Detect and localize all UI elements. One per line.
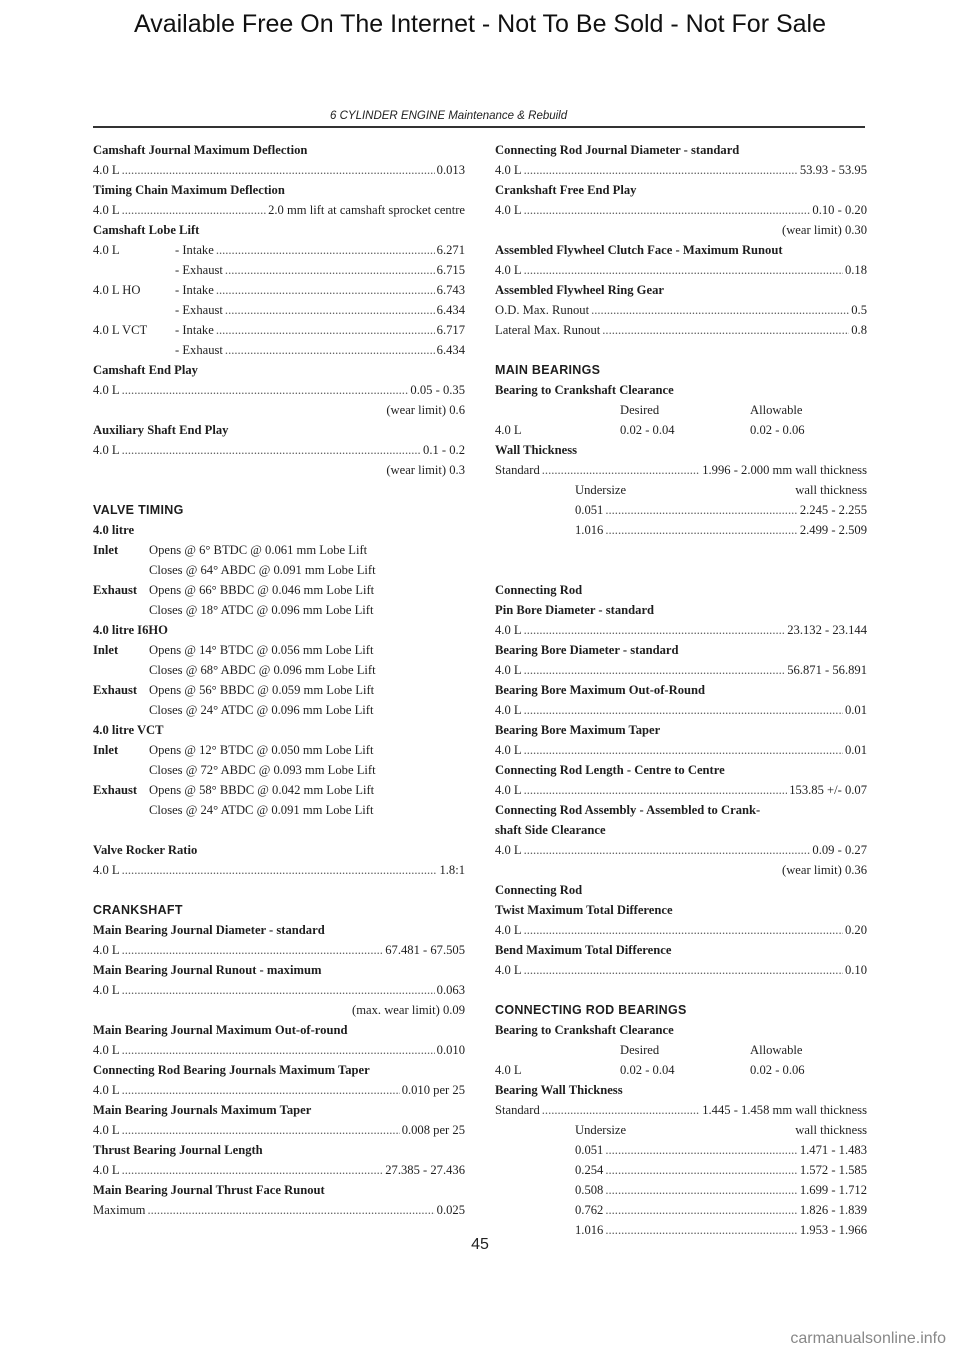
lobe-row (93, 340, 465, 360)
timing-value: Opens @ 56° BBDC @ 0.059 mm Lobe Lift (149, 683, 375, 697)
timing-value: Closes @ 18° ATDC @ 0.096 mm Lobe Lift (149, 603, 374, 617)
spec-label: 4.0 L (93, 1083, 120, 1097)
undersize-row (495, 500, 867, 520)
wall-thickness-label: wall thickness (795, 1123, 867, 1137)
spec-value: 27.385 - 27.436 (385, 1163, 465, 1177)
timing-row (93, 660, 465, 680)
spec-value: 153.85 +/- 0.07 (789, 783, 867, 797)
spec-label: 4.0 L (495, 703, 522, 717)
spec-row (495, 200, 867, 220)
spec-row (93, 200, 465, 220)
spec-value: 1.699 - 1.712 (799, 1183, 867, 1197)
spec-row (495, 960, 867, 980)
col-allowable: Allowable (750, 403, 803, 417)
timing-label: Inlet (93, 543, 119, 557)
spec-value: 1.572 - 1.585 (799, 1163, 867, 1177)
spec-row (495, 160, 867, 180)
timing-label: Inlet (93, 643, 119, 657)
engine-group-title: 4.0 litre (93, 523, 135, 537)
undersize-size: 0.254 (575, 1163, 604, 1177)
spec-label: Standard (495, 1103, 540, 1117)
spec-row (495, 1100, 867, 1120)
spec-value: 0.01 (844, 743, 867, 757)
spec-value: 56.871 - 56.891 (787, 663, 867, 677)
spec-label: 4.0 L (93, 383, 120, 397)
spec-label: O.D. Max. Runout (495, 303, 590, 317)
section-title: Camshaft End Play (93, 363, 198, 377)
desired-value: 0.02 - 0.04 (620, 1063, 675, 1077)
undersize-row (495, 520, 867, 540)
spec-value: 0.008 per 25 (401, 1123, 465, 1137)
timing-value: Opens @ 6° BTDC @ 0.061 mm Lobe Lift (149, 543, 368, 557)
undersize-size: 0.508 (575, 1183, 604, 1197)
spec-label: 4.0 L (495, 203, 522, 217)
clearance-header (495, 400, 867, 420)
spec-label: 4.0 L (495, 623, 522, 637)
header-rule (93, 126, 865, 128)
timing-row (93, 640, 465, 660)
spec-value: 0.05 - 0.35 (410, 383, 465, 397)
undersize-row (495, 1140, 867, 1160)
spec-value: 1.953 - 1.966 (799, 1223, 867, 1237)
spec-label: 4.0 L (495, 743, 522, 757)
spec-value: 2.0 mm lift at camshaft sprocket centre (268, 203, 465, 217)
timing-label: Inlet (93, 743, 119, 757)
spec-label: 4.0 L (495, 843, 522, 857)
spec-label: 4.0 L (93, 1123, 120, 1137)
timing-row (93, 700, 465, 720)
spec-row (495, 320, 867, 340)
section-title: Connecting Rod Assembly - Assembled to Crank- (495, 803, 761, 817)
section-title: Main Bearing Journal Thrust Face Runout (93, 1183, 325, 1197)
spec-value: 0.09 - 0.27 (812, 843, 867, 857)
spec-value: 2.245 - 2.255 (799, 503, 867, 517)
spec-value: 53.93 - 53.95 (799, 163, 867, 177)
spec-row (93, 860, 465, 880)
spec-value: 6.743 (436, 283, 465, 297)
timing-row (93, 760, 465, 780)
engine-label: 4.0 L VCT (93, 323, 148, 337)
spec-value: 0.013 (436, 163, 465, 177)
spec-label: 4.0 L (93, 1043, 120, 1057)
spec-value: 0.1 - 0.2 (423, 443, 465, 457)
timing-value: Opens @ 66° BBDC @ 0.046 mm Lobe Lift (149, 583, 375, 597)
undersize-size: 0.051 (575, 1143, 604, 1157)
wear-limit-note: (wear limit) 0.3 (386, 463, 465, 477)
section-title: Camshaft Lobe Lift (93, 223, 200, 237)
spec-row (93, 1120, 465, 1140)
engine-label: 4.0 L HO (93, 283, 141, 297)
spec-row (93, 1040, 465, 1060)
timing-row (93, 680, 465, 700)
wear-limit-note: (wear limit) 0.30 (782, 223, 867, 237)
undersize-header (495, 1120, 867, 1140)
spec-row (93, 440, 465, 460)
undersize-row (495, 1160, 867, 1180)
timing-label: Exhaust (93, 583, 138, 597)
spec-label: 4.0 L (495, 263, 522, 277)
section-title: Main Bearing Journal Maximum Out-of-round (93, 1023, 348, 1037)
spec-value: 1.471 - 1.483 (799, 1143, 867, 1157)
section-title: Connecting Rod Bearing Journals Maximum Taper (93, 1063, 370, 1077)
spec-value: 0.025 (436, 1203, 465, 1217)
section-heading: VALVE TIMING (93, 503, 184, 517)
spec-value: 0.18 (844, 263, 867, 277)
spec-row (93, 1200, 465, 1220)
section-title: Main Bearing Journal Diameter - standard (93, 923, 325, 937)
spec-row (495, 700, 867, 720)
spec-row (93, 940, 465, 960)
spec-label: 4.0 L (93, 1163, 120, 1177)
timing-label: Exhaust (93, 683, 138, 697)
undersize-row (495, 1200, 867, 1220)
section-title: Bearing Bore Maximum Out-of-Round (495, 683, 706, 697)
lobe-row (93, 260, 465, 280)
spec-label: 4.0 L (495, 923, 522, 937)
section-title: Thrust Bearing Journal Length (93, 1143, 263, 1157)
watermark-banner: Available Free On The Internet - Not To Be Sold - Not For Sale (133, 10, 827, 38)
section-title: Auxiliary Shaft End Play (93, 423, 229, 437)
spec-value: 0.10 - 0.20 (812, 203, 867, 217)
undersize-size: 1.016 (575, 1223, 604, 1237)
running-header: 6 CYLINDER ENGINE Maintenance & Rebuild (330, 110, 568, 122)
spec-label: 4.0 L (495, 423, 522, 437)
spec-row (93, 980, 465, 1000)
page-number: 45 (471, 1236, 489, 1253)
clearance-row (495, 420, 867, 440)
section-title: Bearing to Crankshaft Clearance (495, 1023, 674, 1037)
spec-value: 67.481 - 67.505 (385, 943, 465, 957)
spec-row (93, 160, 465, 180)
spec-label: 4.0 L (93, 163, 120, 177)
undersize-label: Undersize (575, 1123, 627, 1137)
spec-value: 0.01 (844, 703, 867, 717)
timing-row (93, 600, 465, 620)
spec-value: 6.715 (436, 263, 465, 277)
allowable-value: 0.02 - 0.06 (750, 1063, 805, 1077)
desired-value: 0.02 - 0.04 (620, 423, 675, 437)
section-title: Bearing Bore Maximum Taper (495, 723, 661, 737)
left-column (93, 140, 465, 1220)
timing-row (93, 740, 465, 760)
timing-row (93, 560, 465, 580)
lobe-type: - Exhaust (175, 343, 223, 357)
spec-value: 0.10 (844, 963, 867, 977)
spec-label: 4.0 L (495, 1063, 522, 1077)
spec-value: 1.8:1 (439, 863, 465, 877)
spec-label: Maximum (93, 1203, 146, 1217)
col-desired: Desired (620, 1043, 660, 1057)
lobe-type: - Exhaust (175, 263, 223, 277)
spec-label: 4.0 L (495, 663, 522, 677)
section-title: Main Bearing Journals Maximum Taper (93, 1103, 312, 1117)
spec-row (495, 660, 867, 680)
allowable-value: 0.02 - 0.06 (750, 423, 805, 437)
timing-value: Closes @ 68° ABDC @ 0.096 mm Lobe Lift (149, 663, 376, 677)
section-title: Bearing Wall Thickness (495, 1083, 623, 1097)
spec-label: 4.0 L (93, 863, 120, 877)
clearance-row (495, 1060, 867, 1080)
spec-label: Lateral Max. Runout (495, 323, 601, 337)
section-title: Twist Maximum Total Difference (495, 903, 673, 917)
lobe-row (93, 280, 465, 300)
col-allowable: Allowable (750, 1043, 803, 1057)
undersize-label: Undersize (575, 483, 627, 497)
spec-row (93, 1160, 465, 1180)
timing-value: Closes @ 64° ABDC @ 0.091 mm Lobe Lift (149, 563, 376, 577)
engine-group-title: 4.0 litre VCT (93, 723, 164, 737)
timing-value: Closes @ 24° ATDC @ 0.096 mm Lobe Lift (149, 703, 374, 717)
section-heading: MAIN BEARINGS (495, 363, 601, 377)
section-title: Connecting Rod (495, 883, 583, 897)
undersize-row (495, 1180, 867, 1200)
spec-value: 0.20 (844, 923, 867, 937)
spec-row (495, 620, 867, 640)
section-title: Pin Bore Diameter - standard (495, 603, 655, 617)
footer-watermark: carmanualsonline.info (790, 1330, 946, 1347)
section-title: Bend Maximum Total Difference (495, 943, 672, 957)
spec-value: 0.8 (851, 323, 867, 337)
spec-label: 4.0 L (93, 943, 120, 957)
timing-row (93, 580, 465, 600)
section-title: Bearing Bore Diameter - standard (495, 643, 679, 657)
wear-limit-note: (wear limit) 0.36 (782, 863, 867, 877)
spec-value: 6.434 (436, 303, 465, 317)
section-title: Main Bearing Journal Runout - maximum (93, 963, 322, 977)
timing-label: Exhaust (93, 783, 138, 797)
timing-value: Closes @ 24° ATDC @ 0.091 mm Lobe Lift (149, 803, 374, 817)
undersize-size: 0.051 (575, 503, 604, 517)
section-title: shaft Side Clearance (495, 823, 606, 837)
wear-limit-note: (wear limit) 0.6 (386, 403, 465, 417)
section-title: Connecting Rod (495, 583, 583, 597)
spec-value: 6.271 (436, 243, 465, 257)
spec-row (495, 920, 867, 940)
section-heading: CRANKSHAFT (93, 903, 183, 917)
lobe-type: - Intake (175, 243, 214, 257)
clearance-header (495, 1040, 867, 1060)
lobe-row (93, 320, 465, 340)
spec-row (93, 380, 465, 400)
spec-row (495, 460, 867, 480)
section-title: Assembled Flywheel Ring Gear (495, 283, 664, 297)
timing-value: Opens @ 58° BBDC @ 0.042 mm Lobe Lift (149, 783, 375, 797)
spec-row (495, 740, 867, 760)
spec-value: 0.010 per 25 (401, 1083, 465, 1097)
spec-row (93, 1080, 465, 1100)
spec-row (495, 300, 867, 320)
spec-value: 1.996 - 2.000 mm wall thickness (702, 463, 867, 477)
spec-label: 4.0 L (495, 963, 522, 977)
undersize-size: 0.762 (575, 1203, 604, 1217)
section-title: Connecting Rod Length - Centre to Centre (495, 763, 725, 777)
section-title: Bearing to Crankshaft Clearance (495, 383, 674, 397)
spec-label: 4.0 L (93, 203, 120, 217)
spec-value: 23.132 - 23.144 (787, 623, 867, 637)
timing-value: Opens @ 14° BTDC @ 0.056 mm Lobe Lift (149, 643, 374, 657)
right-column (495, 140, 867, 1240)
undersize-header (495, 480, 867, 500)
spec-value: 0.063 (436, 983, 465, 997)
spec-value: 0.010 (436, 1043, 465, 1057)
spec-row (495, 780, 867, 800)
spec-value: 0.5 (851, 303, 867, 317)
spec-value: 1.826 - 1.839 (799, 1203, 867, 1217)
wall-thickness-label: wall thickness (795, 483, 867, 497)
col-desired: Desired (620, 403, 660, 417)
wear-limit-note: (max. wear limit) 0.09 (352, 1003, 465, 1017)
timing-row (93, 780, 465, 800)
spec-value: 2.499 - 2.509 (799, 523, 867, 537)
spec-label: 4.0 L (93, 983, 120, 997)
spec-label: 4.0 L (93, 443, 120, 457)
lobe-type: - Intake (175, 283, 214, 297)
section-title: Valve Rocker Ratio (93, 843, 198, 857)
lobe-type: - Intake (175, 323, 214, 337)
timing-row (93, 800, 465, 820)
timing-value: Opens @ 12° BTDC @ 0.050 mm Lobe Lift (149, 743, 374, 757)
spec-label: 4.0 L (495, 163, 522, 177)
lobe-row (93, 300, 465, 320)
section-title: Wall Thickness (495, 443, 578, 457)
section-heading: CONNECTING ROD BEARINGS (495, 1003, 687, 1017)
section-title: Crankshaft Free End Play (495, 183, 637, 197)
spec-label: 4.0 L (495, 783, 522, 797)
timing-value: Closes @ 72° ABDC @ 0.093 mm Lobe Lift (149, 763, 376, 777)
spec-label: Standard (495, 463, 540, 477)
section-title: Connecting Rod Journal Diameter - standard (495, 143, 740, 157)
spec-value: 6.717 (436, 323, 465, 337)
spec-row (495, 260, 867, 280)
engine-label: 4.0 L (93, 243, 120, 257)
section-title: Timing Chain Maximum Deflection (93, 183, 285, 197)
section-title: Camshaft Journal Maximum Deflection (93, 143, 308, 157)
lobe-type: - Exhaust (175, 303, 223, 317)
spec-value: 6.434 (436, 343, 465, 357)
spec-row (495, 840, 867, 860)
timing-row (93, 540, 465, 560)
spec-value: 1.445 - 1.458 mm wall thickness (702, 1103, 867, 1117)
section-title: Assembled Flywheel Clutch Face - Maximum Runout (495, 243, 783, 257)
engine-group-title: 4.0 litre I6HO (93, 623, 168, 637)
undersize-size: 1.016 (575, 523, 604, 537)
lobe-row (93, 240, 465, 260)
